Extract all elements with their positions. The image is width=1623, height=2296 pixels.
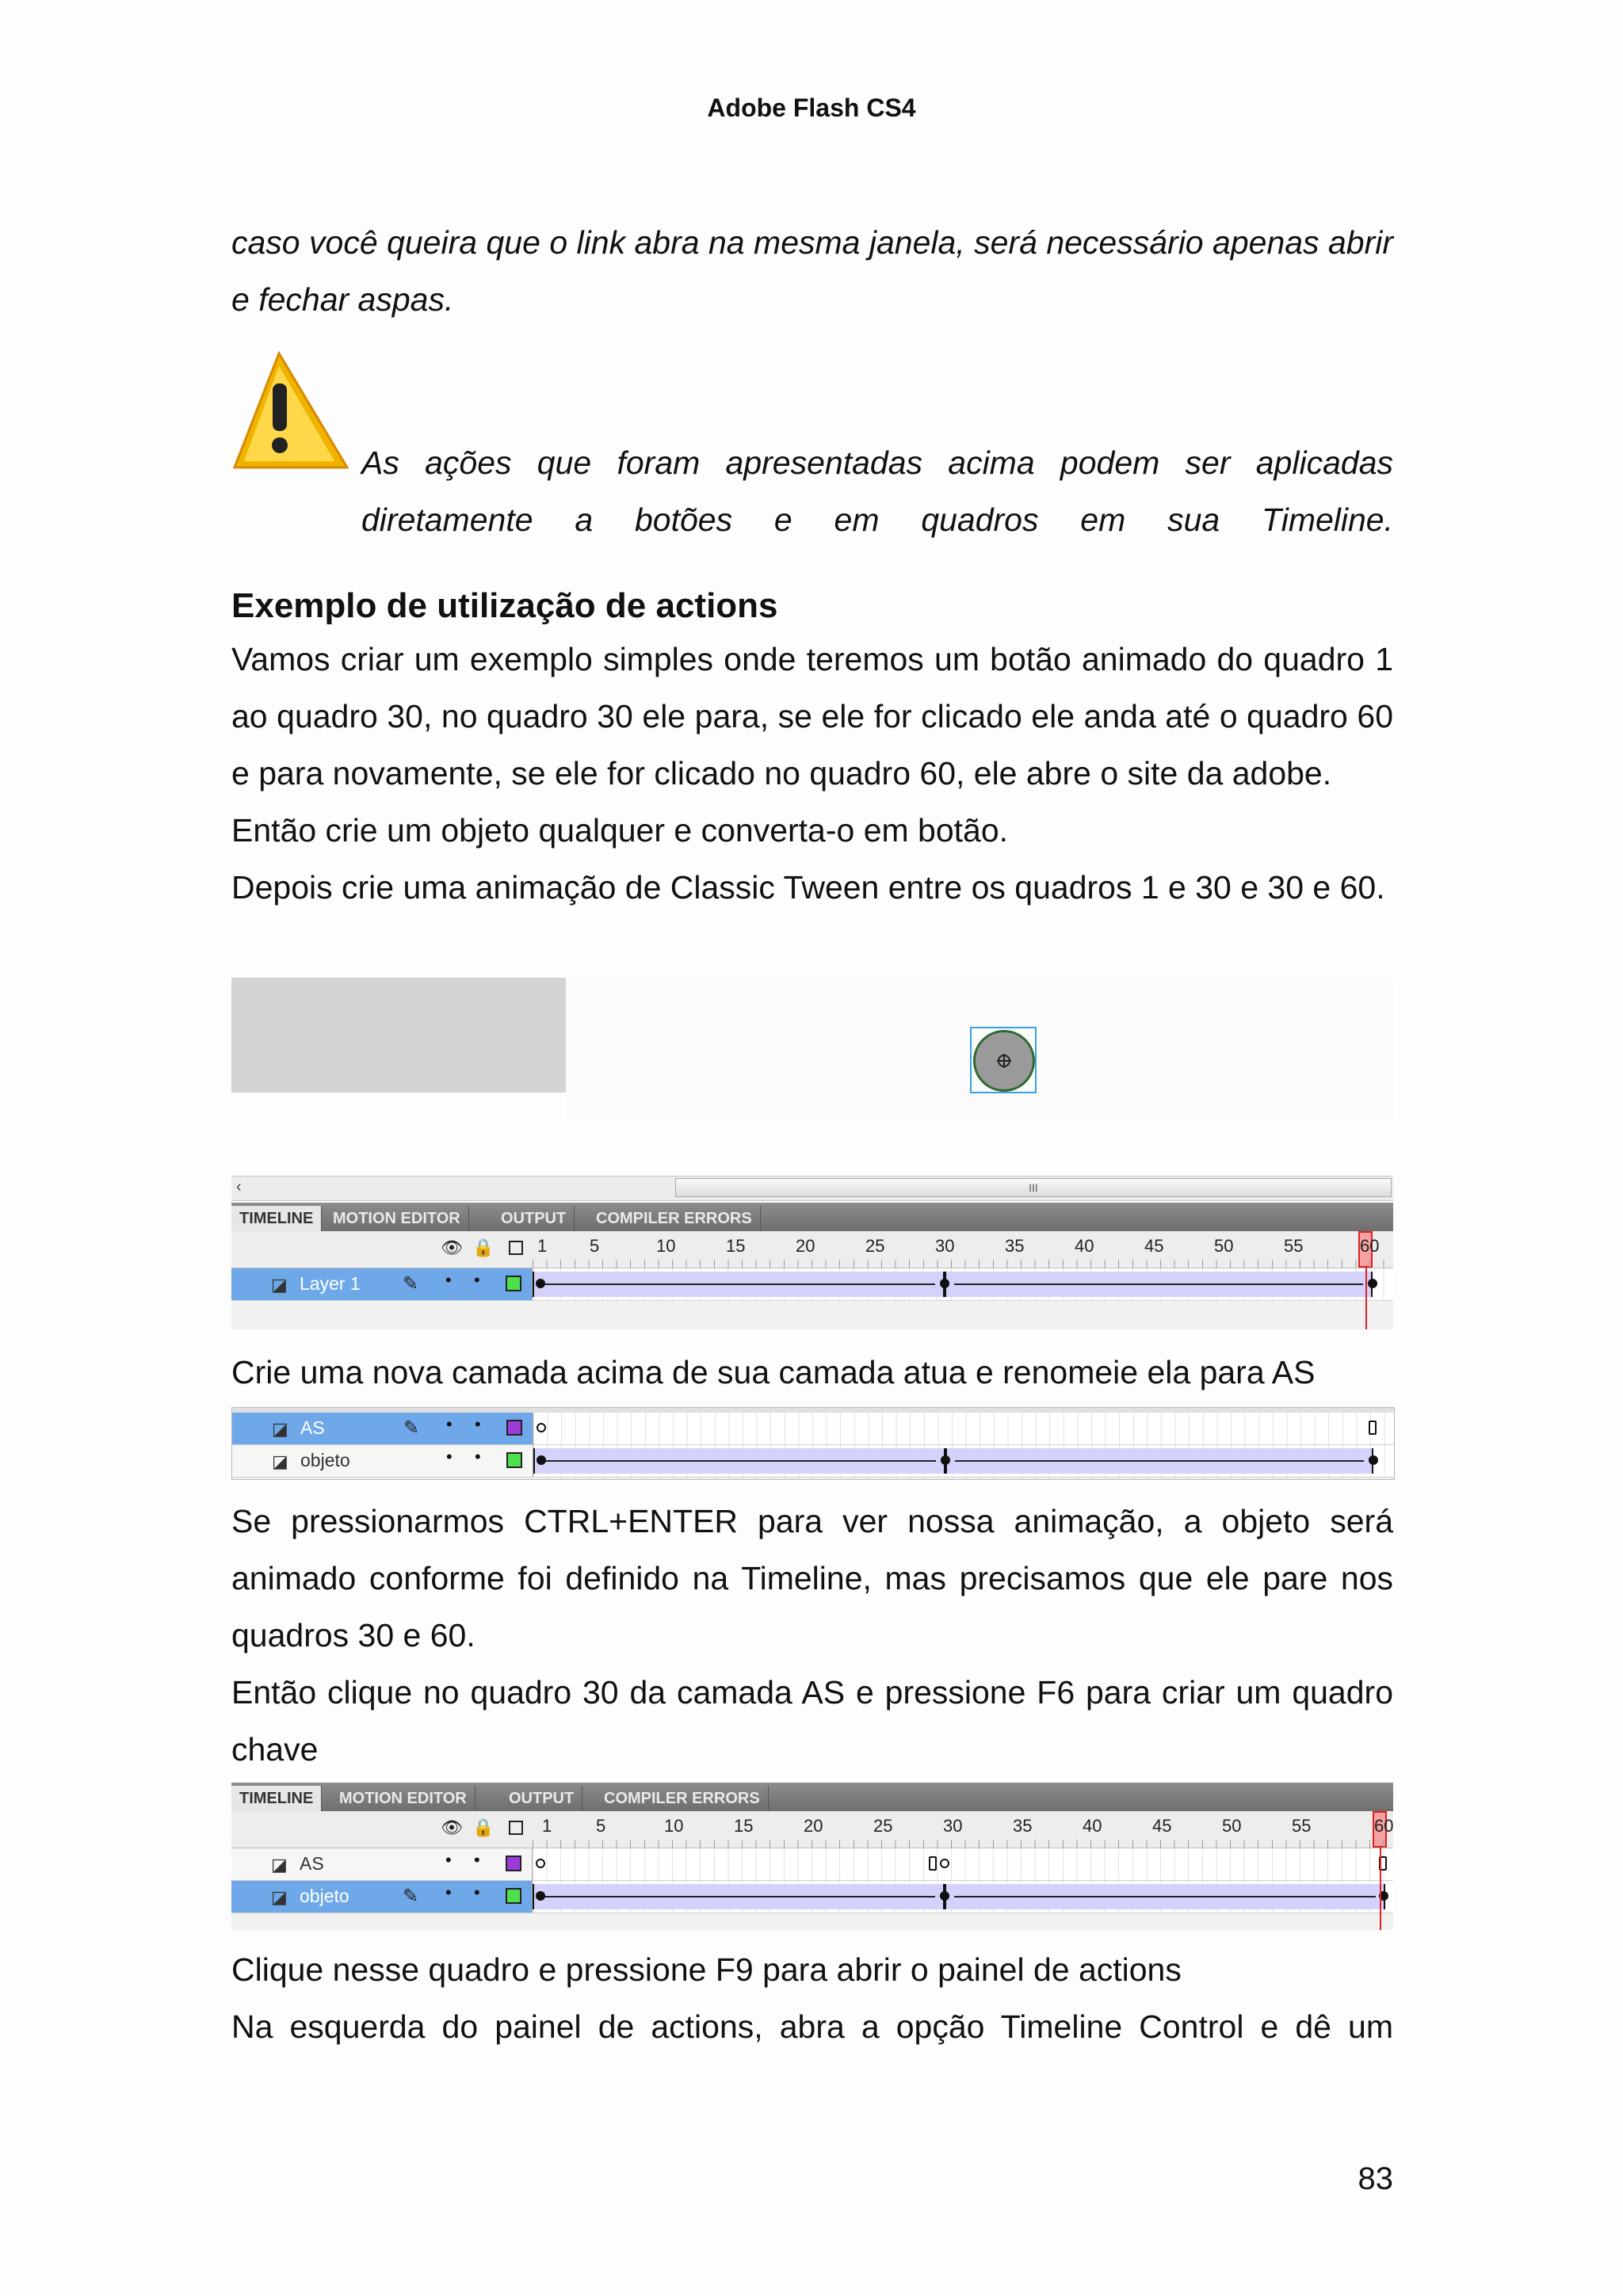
paragraph-example: Vamos criar um exemplo simples onde teremos um botão animado do quadro 1 ao quadro 30, no quadro 30 ele para, se ele for clicado ele anda até o quadro 60 e para novamente, se ele for clicado no quadro 60, ele abre o site da adobe. [231, 641, 1393, 791]
ruler-label: 40 [1075, 1236, 1094, 1256]
playhead-line [1365, 1268, 1367, 1329]
layer-row[interactable] [231, 1881, 1393, 1913]
note-text-line1 [361, 434, 1393, 548]
ruler-label: 25 [873, 1816, 893, 1836]
tab-timeline[interactable]: TIMELINE [231, 1786, 322, 1811]
keyframe[interactable] [1368, 1279, 1377, 1288]
tab-motion-editor[interactable]: MOTION EDITOR [331, 1786, 475, 1811]
paragraph-classic-tween: Depois crie uma animação de Classic Tween entre os quadros 1 e 30 e 30 e 60. [231, 869, 1385, 906]
empty-keyframe[interactable] [536, 1859, 545, 1868]
tween-span [533, 1884, 945, 1909]
ruler-label: 1 [537, 1236, 548, 1256]
layer-name[interactable]: AS [300, 1853, 324, 1874]
frame-end[interactable] [1369, 1421, 1377, 1435]
ruler-label: 5 [590, 1236, 600, 1256]
keyframe[interactable] [536, 1891, 545, 1901]
pencil-icon: ✎ [403, 1886, 419, 1907]
visibility-dot[interactable]: • [445, 1850, 452, 1870]
lock-dot[interactable]: • [475, 1447, 481, 1466]
layer-color-square[interactable] [506, 1855, 521, 1871]
visibility-dot[interactable]: • [445, 1270, 452, 1290]
timeline-tabs [231, 1203, 1393, 1231]
pencil-icon: ✎ [403, 1273, 419, 1295]
tween-span [533, 1272, 945, 1297]
visibility-dot[interactable]: • [445, 1882, 452, 1902]
empty-keyframe[interactable] [940, 1859, 949, 1868]
timeline-panel-3 [231, 1783, 1393, 1930]
ruler-label: 30 [943, 1816, 963, 1836]
ruler-label: 35 [1013, 1816, 1033, 1836]
tab-output[interactable]: OUTPUT [493, 1206, 575, 1231]
lock-icon[interactable]: 🔒 [472, 1817, 495, 1837]
tween-span [945, 1272, 1373, 1297]
ruler-label: 30 [935, 1236, 955, 1256]
ruler-label: 10 [664, 1816, 684, 1836]
outline-icon[interactable] [509, 1821, 523, 1835]
paragraph-ctrl-enter: Se pressionarmos CTRL+ENTER para ver nossa animação, a objeto será animado conforme foi definido na Timeline, mas precisamos que ele pare nos quadros 30 e 60. [231, 1503, 1393, 1653]
registration-point-icon [998, 1055, 1010, 1067]
empty-keyframe[interactable] [537, 1423, 546, 1432]
keyframe[interactable] [536, 1279, 545, 1288]
lock-dot[interactable]: • [475, 1414, 481, 1434]
section-heading: Exemplo de utilização de actions [231, 586, 778, 625]
ruler-label: 35 [1005, 1236, 1025, 1256]
layer-name[interactable]: Layer 1 [300, 1273, 361, 1294]
keyframe[interactable] [940, 1279, 949, 1288]
frame-track[interactable] [533, 1881, 1393, 1913]
playhead-line [1380, 1848, 1381, 1930]
ruler-label: 45 [1144, 1236, 1164, 1256]
tween-span [533, 1448, 945, 1474]
layer-color-square[interactable] [506, 1452, 522, 1468]
eye-icon[interactable]: 👁 [441, 1238, 463, 1257]
visibility-dot[interactable]: • [446, 1447, 453, 1466]
layer-icon: ◪ [271, 1887, 288, 1907]
ruler-label: 55 [1284, 1236, 1304, 1256]
ruler-label: 25 [865, 1236, 885, 1256]
outline-icon[interactable] [509, 1241, 523, 1255]
layer-color-square[interactable] [506, 1888, 521, 1904]
layer-icon: ◪ [271, 1855, 288, 1875]
ruler-label: 5 [596, 1816, 606, 1836]
note-text: As ações que foram apresentadas acima podem ser aplicadas diretamente a botões e em quadros em sua Timeline. [361, 444, 1393, 538]
frame-track[interactable] [533, 1848, 1393, 1880]
tab-output[interactable]: OUTPUT [501, 1786, 582, 1811]
layer-icon: ◪ [272, 1419, 288, 1439]
tab-motion-editor[interactable]: MOTION EDITOR [325, 1206, 469, 1231]
ruler-label: 60 [1360, 1236, 1380, 1256]
layer-row[interactable] [231, 1268, 1393, 1301]
tab-timeline[interactable]: TIMELINE [231, 1206, 322, 1231]
lock-dot[interactable]: • [474, 1882, 480, 1902]
ruler-label: 10 [656, 1236, 676, 1256]
ruler-label: 1 [542, 1816, 552, 1836]
layer-row[interactable] [231, 1848, 1393, 1881]
pencil-icon: ✎ [403, 1417, 420, 1439]
layer-color-square[interactable] [506, 1420, 522, 1436]
ruler-label: 15 [726, 1236, 746, 1256]
frame-track[interactable] [533, 1268, 1393, 1300]
layer-color-square[interactable] [506, 1276, 521, 1291]
lock-icon[interactable]: 🔒 [472, 1238, 495, 1257]
paragraph-f9: Clique nesse quadro e pressione F9 para abrir o painel de actions [231, 1951, 1182, 1988]
scroll-thumb[interactable]: III [675, 1178, 1392, 1197]
frame-track[interactable] [533, 1413, 1394, 1444]
keyframe[interactable] [941, 1455, 950, 1465]
paragraph-create-object: Então crie um objeto qualquer e converta-o em botão. [231, 812, 1009, 849]
tab-compiler-errors[interactable]: COMPILER ERRORS [588, 1206, 761, 1231]
keyframe[interactable] [537, 1455, 546, 1465]
timeline-tabs [231, 1783, 1393, 1811]
visibility-dot[interactable]: • [446, 1414, 453, 1434]
timeline-panel-2 [231, 1407, 1395, 1480]
tween-span [945, 1884, 1385, 1909]
layer-name[interactable]: objeto [300, 1886, 349, 1906]
ruler-label: 20 [804, 1816, 823, 1836]
page-number: 83 [1358, 2161, 1393, 2196]
layer-row[interactable] [232, 1413, 1394, 1445]
ruler-label: 15 [734, 1816, 754, 1836]
frame-track[interactable] [533, 1445, 1394, 1477]
paragraph-f6: Então clique no quadro 30 da camada AS e pressione F6 para criar um quadro chave [231, 1674, 1393, 1768]
keyframe[interactable] [940, 1891, 949, 1901]
ruler-label: 50 [1222, 1816, 1242, 1836]
scroll-left-icon[interactable]: ‹ [236, 1178, 242, 1196]
paragraph-timeline-control: Na esquerda do painel de actions, abra a opção Timeline Control e dê um [231, 2008, 1393, 2045]
lock-dot[interactable]: • [474, 1270, 480, 1290]
frame-end[interactable] [929, 1856, 937, 1871]
eye-icon[interactable]: 👁 [441, 1817, 463, 1837]
horizontal-scrollbar[interactable] [231, 1176, 1393, 1201]
timeline-panel-1 [231, 1203, 1393, 1329]
lock-dot[interactable]: • [474, 1850, 480, 1870]
tween-span [945, 1448, 1373, 1474]
paragraph-new-layer: Crie uma nova camada acima de sua camada atua e renomeie ela para AS [231, 1354, 1316, 1390]
ruler-label: 40 [1083, 1816, 1102, 1836]
ruler-label: 50 [1214, 1236, 1234, 1256]
frame-ruler[interactable] [231, 1811, 1393, 1848]
layer-name[interactable]: AS [300, 1417, 325, 1438]
page-header: Adobe Flash CS4 [707, 93, 916, 122]
frame-ruler[interactable] [231, 1231, 1393, 1268]
ruler-label: 60 [1374, 1816, 1393, 1836]
keyframe[interactable] [1369, 1455, 1378, 1465]
ruler-label: 55 [1292, 1816, 1312, 1836]
stage-area [231, 978, 1393, 1093]
layer-icon: ◪ [272, 1451, 288, 1471]
layer-row[interactable] [232, 1445, 1394, 1478]
ruler-label: 20 [796, 1236, 815, 1256]
paragraph-link-window: caso você queira que o link abra na mesma janela, será necessário apenas abrir e fechar aspas. [231, 224, 1393, 318]
layer-name[interactable]: objeto [300, 1450, 350, 1470]
layer-icon: ◪ [271, 1275, 288, 1295]
tab-compiler-errors[interactable]: COMPILER ERRORS [596, 1786, 769, 1811]
ruler-label: 45 [1152, 1816, 1172, 1836]
